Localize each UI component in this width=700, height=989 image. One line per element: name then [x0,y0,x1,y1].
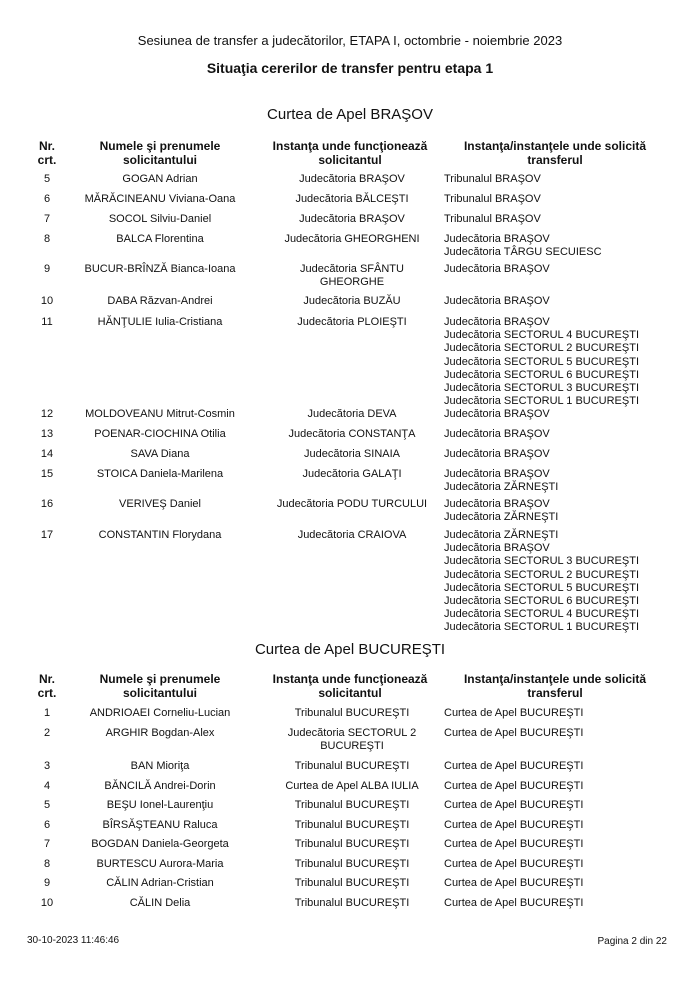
requested-instance: Curtea de Apel BUCUREŞTI [444,858,584,870]
requested-instances [444,213,684,226]
applicant-name: BUCUR-BRÎNZĂ Bianca-Ioana [84,263,236,275]
current-instance [262,498,442,511]
col-header-line: Instanţa unde funcţionează [272,672,428,686]
requested-instance: Judecătoria SECTORUL 4 BUCUREŞTI [444,329,640,342]
current-instance [262,448,442,461]
current-instance [262,780,442,793]
requested-instances [444,428,684,441]
requested-instance: Judecătoria BRAŞOV [444,316,550,328]
requested-instances [444,408,684,421]
applicant-name: BĂNCILĂ Andrei-Dorin [104,780,216,792]
current-instance [262,819,442,832]
row-number: 10 [40,897,54,909]
requested-instance: Judecătoria SECTORUL 3 BUCUREŞTI [444,555,640,568]
current-instance [262,877,442,890]
instance-line: GHEORGHE [319,276,385,289]
requested-instances [444,858,684,871]
current-instance [262,468,442,481]
instance-line: Judecătoria GALAŢI [302,468,402,480]
requested-instances [444,448,684,461]
instance-line: Judecătoria DEVA [307,408,397,420]
applicant-name: GOGAN Adrian [122,173,198,185]
requested-instance: Curtea de Apel BUCUREŞTI [444,799,584,811]
court-title: Curtea de Apel BUCUREŞTI [254,641,446,658]
row-number: 7 [43,213,51,225]
requested-instance: Curtea de Apel BUCUREŞTI [444,727,584,739]
instance-line: Judecătoria SFÂNTU [300,263,404,275]
requested-instance: Tribunalul BRAŞOV [444,213,541,225]
current-instance [262,428,442,441]
requested-instance: Judecătoria BRAŞOV [444,468,550,480]
requested-instances [444,799,684,812]
applicant-name: STOICA Daniela-Marilena [96,468,224,480]
row-number: 17 [40,529,54,541]
applicant-name: BÎRSĂŞTEANU Raluca [102,819,218,831]
instance-line: Judecătoria SECTORUL 2 [287,727,417,739]
requested-instances [444,780,684,793]
current-instance [262,173,442,186]
applicant-name: BALCA Florentina [116,233,204,245]
requested-instances [444,468,684,494]
requested-instance: Judecătoria BRAŞOV [444,498,550,510]
requested-instances [444,760,684,773]
row-number: 2 [43,727,51,739]
requested-instances [444,316,684,408]
instance-line: BUCUREŞTI [320,740,384,753]
instance-line: Judecătoria PLOIEŞTI [297,316,407,328]
requested-instances [444,877,684,890]
instance-line: Judecătoria BUZĂU [303,295,401,307]
requested-instance: Curtea de Apel BUCUREŞTI [444,780,584,792]
col-header-requested [440,139,670,167]
applicant-name: ANDRIOAEI Corneliu-Lucian [89,707,231,719]
requested-instance: Judecătoria BRAŞOV [444,542,550,555]
current-instance [262,760,442,773]
current-instance [262,838,442,851]
current-instance [262,295,442,308]
col-header-name [70,672,250,700]
current-instance [262,263,442,289]
requested-instance: Judecătoria BRAŞOV [444,428,550,440]
requested-instance: Judecătoria ZĂRNEŞTI [444,529,559,541]
requested-instance: Curtea de Apel BUCUREŞTI [444,838,584,850]
col-header-line: solicitantului [122,153,197,167]
col-header-line: transferul [527,686,583,700]
instance-line: Judecătoria CONSTANŢA [288,428,416,440]
requested-instance: Judecătoria SECTORUL 1 BUCUREŞTI [444,621,640,634]
col-header-line: crt. [37,153,57,167]
applicant-name: CĂLIN Delia [129,897,191,909]
instance-line: Tribunalul BUCUREŞTI [294,819,410,831]
instance-line: Tribunalul BUCUREŞTI [294,799,410,811]
current-instance [262,316,442,329]
requested-instance: Curtea de Apel BUCUREŞTI [444,819,584,831]
current-instance [262,727,442,753]
col-header-line: solicitantul [318,686,382,700]
row-number: 8 [43,858,51,870]
col-header-line: solicitantul [318,153,382,167]
requested-instance: Judecătoria SECTORUL 2 BUCUREŞTI [444,568,640,581]
row-number: 6 [43,819,51,831]
requested-instances [444,193,684,206]
current-instance [262,529,442,542]
instance-line: Judecătoria CRAIOVA [297,529,407,541]
col-header-line: Nr. [38,139,55,153]
requested-instances [444,897,684,910]
row-number: 9 [43,263,51,275]
current-instance [262,233,442,246]
applicant-name: CONSTANTIN Florydana [98,529,222,541]
footer-timestamp: 30-10-2023 11:46:46 [27,935,120,946]
col-header-line: Nr. [38,672,55,686]
applicant-name: SAVA Diana [130,448,190,460]
row-number: 1 [43,707,51,719]
col-header-name [70,139,250,167]
row-number: 12 [40,408,54,420]
requested-instances [444,263,684,276]
col-header-line: Instanţa/instanţele unde solicită [463,672,647,686]
instance-line: Tribunalul BUCUREŞTI [294,760,410,772]
row-number: 6 [43,193,51,205]
requested-instance: Judecătoria SECTORUL 1 BUCUREŞTI [444,395,640,408]
col-header-line: Instanţa unde funcţionează [272,139,428,153]
applicant-name: ARGHIR Bogdan-Alex [105,727,215,739]
requested-instances [444,295,684,308]
requested-instance: Tribunalul BRAŞOV [444,193,541,205]
requested-instance: Judecătoria SECTORUL 6 BUCUREŞTI [444,595,640,608]
row-number: 5 [43,173,51,185]
applicant-name: MĂRĂCINEANU Viviana-Oana [84,193,236,205]
row-number: 3 [43,760,51,772]
requested-instance: Judecătoria SECTORUL 5 BUCUREŞTI [444,355,640,368]
col-header-line: Numele şi prenumele [99,672,221,686]
current-instance [262,897,442,910]
current-instance [262,193,442,206]
requested-instances [444,529,684,635]
row-number: 13 [40,428,54,440]
instance-line: Judecătoria BRAŞOV [299,213,405,225]
requested-instance: Judecătoria SECTORUL 5 BUCUREŞTI [444,581,640,594]
col-header-line: crt. [37,686,57,700]
instance-line: Judecătoria GHEORGHENI [284,233,420,245]
instance-line: Curtea de Apel ALBA IULIA [285,780,419,792]
current-instance [262,858,442,871]
requested-instances [444,707,684,720]
col-header-nr [30,672,64,700]
col-header-nr [30,139,64,167]
row-number: 7 [43,838,51,850]
requested-instances [444,173,684,186]
col-header-instance [250,672,450,700]
requested-instance: Tribunalul BRAŞOV [444,173,541,185]
applicant-name: BAN Mioriţa [130,760,190,772]
current-instance [262,408,442,421]
current-instance [262,799,442,812]
requested-instance: Judecătoria ZĂRNEŞTI [444,511,559,524]
requested-instances [444,838,684,851]
instance-line: Judecătoria BRAŞOV [299,173,405,185]
instance-line: Tribunalul BUCUREŞTI [294,858,410,870]
requested-instance: Curtea de Apel BUCUREŞTI [444,877,584,889]
requested-instance: Judecătoria ZĂRNEŞTI [444,481,559,494]
instance-line: Judecătoria BĂLCEŞTI [295,193,409,205]
row-number: 9 [43,877,51,889]
applicant-name: POENAR-CIOCHINA Otilia [94,428,226,440]
requested-instances [444,819,684,832]
applicant-name: CĂLIN Adrian-Cristian [106,877,214,889]
row-number: 10 [40,295,54,307]
col-header-requested [440,672,670,700]
applicant-name: BURTESCU Aurora-Maria [96,858,224,870]
requested-instance: Judecătoria BRAŞOV [444,233,550,245]
row-number: 4 [43,780,51,792]
row-number: 15 [40,468,54,480]
requested-instance: Judecătoria BRAŞOV [444,408,550,420]
requested-instance: Judecătoria SECTORUL 3 BUCUREŞTI [444,382,640,395]
requested-instances [444,727,684,740]
row-number: 8 [43,233,51,245]
requested-instance: Judecătoria SECTORUL 6 BUCUREŞTI [444,368,640,381]
court-title: Curtea de Apel BRAŞOV [267,106,433,123]
applicant-name: BEŞU Ionel-Laurenţiu [106,799,214,811]
instance-line: Tribunalul BUCUREŞTI [294,877,410,889]
applicant-name: BOGDAN Daniela-Georgeta [91,838,229,850]
col-header-line: solicitantului [122,686,197,700]
requested-instance: Judecătoria BRAŞOV [444,263,550,275]
requested-instances [444,233,684,259]
instance-line: Tribunalul BUCUREŞTI [294,707,410,719]
instance-line: Tribunalul BUCUREŞTI [294,838,410,850]
requested-instance: Judecătoria BRAŞOV [444,448,550,460]
row-number: 11 [41,316,53,328]
applicant-name: DABA Răzvan-Andrei [107,295,213,307]
current-instance [262,707,442,720]
col-header-instance [250,139,450,167]
requested-instance: Judecătoria SECTORUL 2 BUCUREŞTI [444,342,640,355]
row-number: 5 [43,799,51,811]
requested-instance: Curtea de Apel BUCUREŞTI [444,707,584,719]
page-title: Situaţia cererilor de transfer pentru etapa 1 [206,60,494,76]
col-header-line: Numele şi prenumele [99,139,221,153]
col-header-line: transferul [527,153,583,167]
instance-line: Judecătoria SINAIA [304,448,400,460]
requested-instance: Judecătoria SECTORUL 4 BUCUREŞTI [444,608,640,621]
session-title: Sesiunea de transfer a judecătorilor, ETAPA I, octombrie - noiembrie 2023 [137,33,563,48]
row-number: 16 [40,498,54,510]
instance-line: Judecătoria PODU TURCULUI [276,498,428,510]
footer-page-number: Pagina 2 din 22 [597,936,667,947]
requested-instance: Judecătoria TÂRGU SECUIESC [444,246,602,259]
current-instance [262,213,442,226]
requested-instance: Curtea de Apel BUCUREŞTI [444,897,584,909]
instance-line: Tribunalul BUCUREŞTI [294,897,410,909]
row-number: 14 [40,448,54,460]
requested-instance: Curtea de Apel BUCUREŞTI [444,760,584,772]
applicant-name: VERIVEŞ Daniel [119,498,201,510]
applicant-name: MOLDOVEANU Mitrut-Cosmin [85,408,235,420]
requested-instances [444,498,684,524]
requested-instance: Judecătoria BRAŞOV [444,295,550,307]
col-header-line: Instanţa/instanţele unde solicită [463,139,647,153]
applicant-name: HĂNŢULIE Iulia-Cristiana [97,316,223,328]
applicant-name: SOCOL Silviu-Daniel [108,213,212,225]
